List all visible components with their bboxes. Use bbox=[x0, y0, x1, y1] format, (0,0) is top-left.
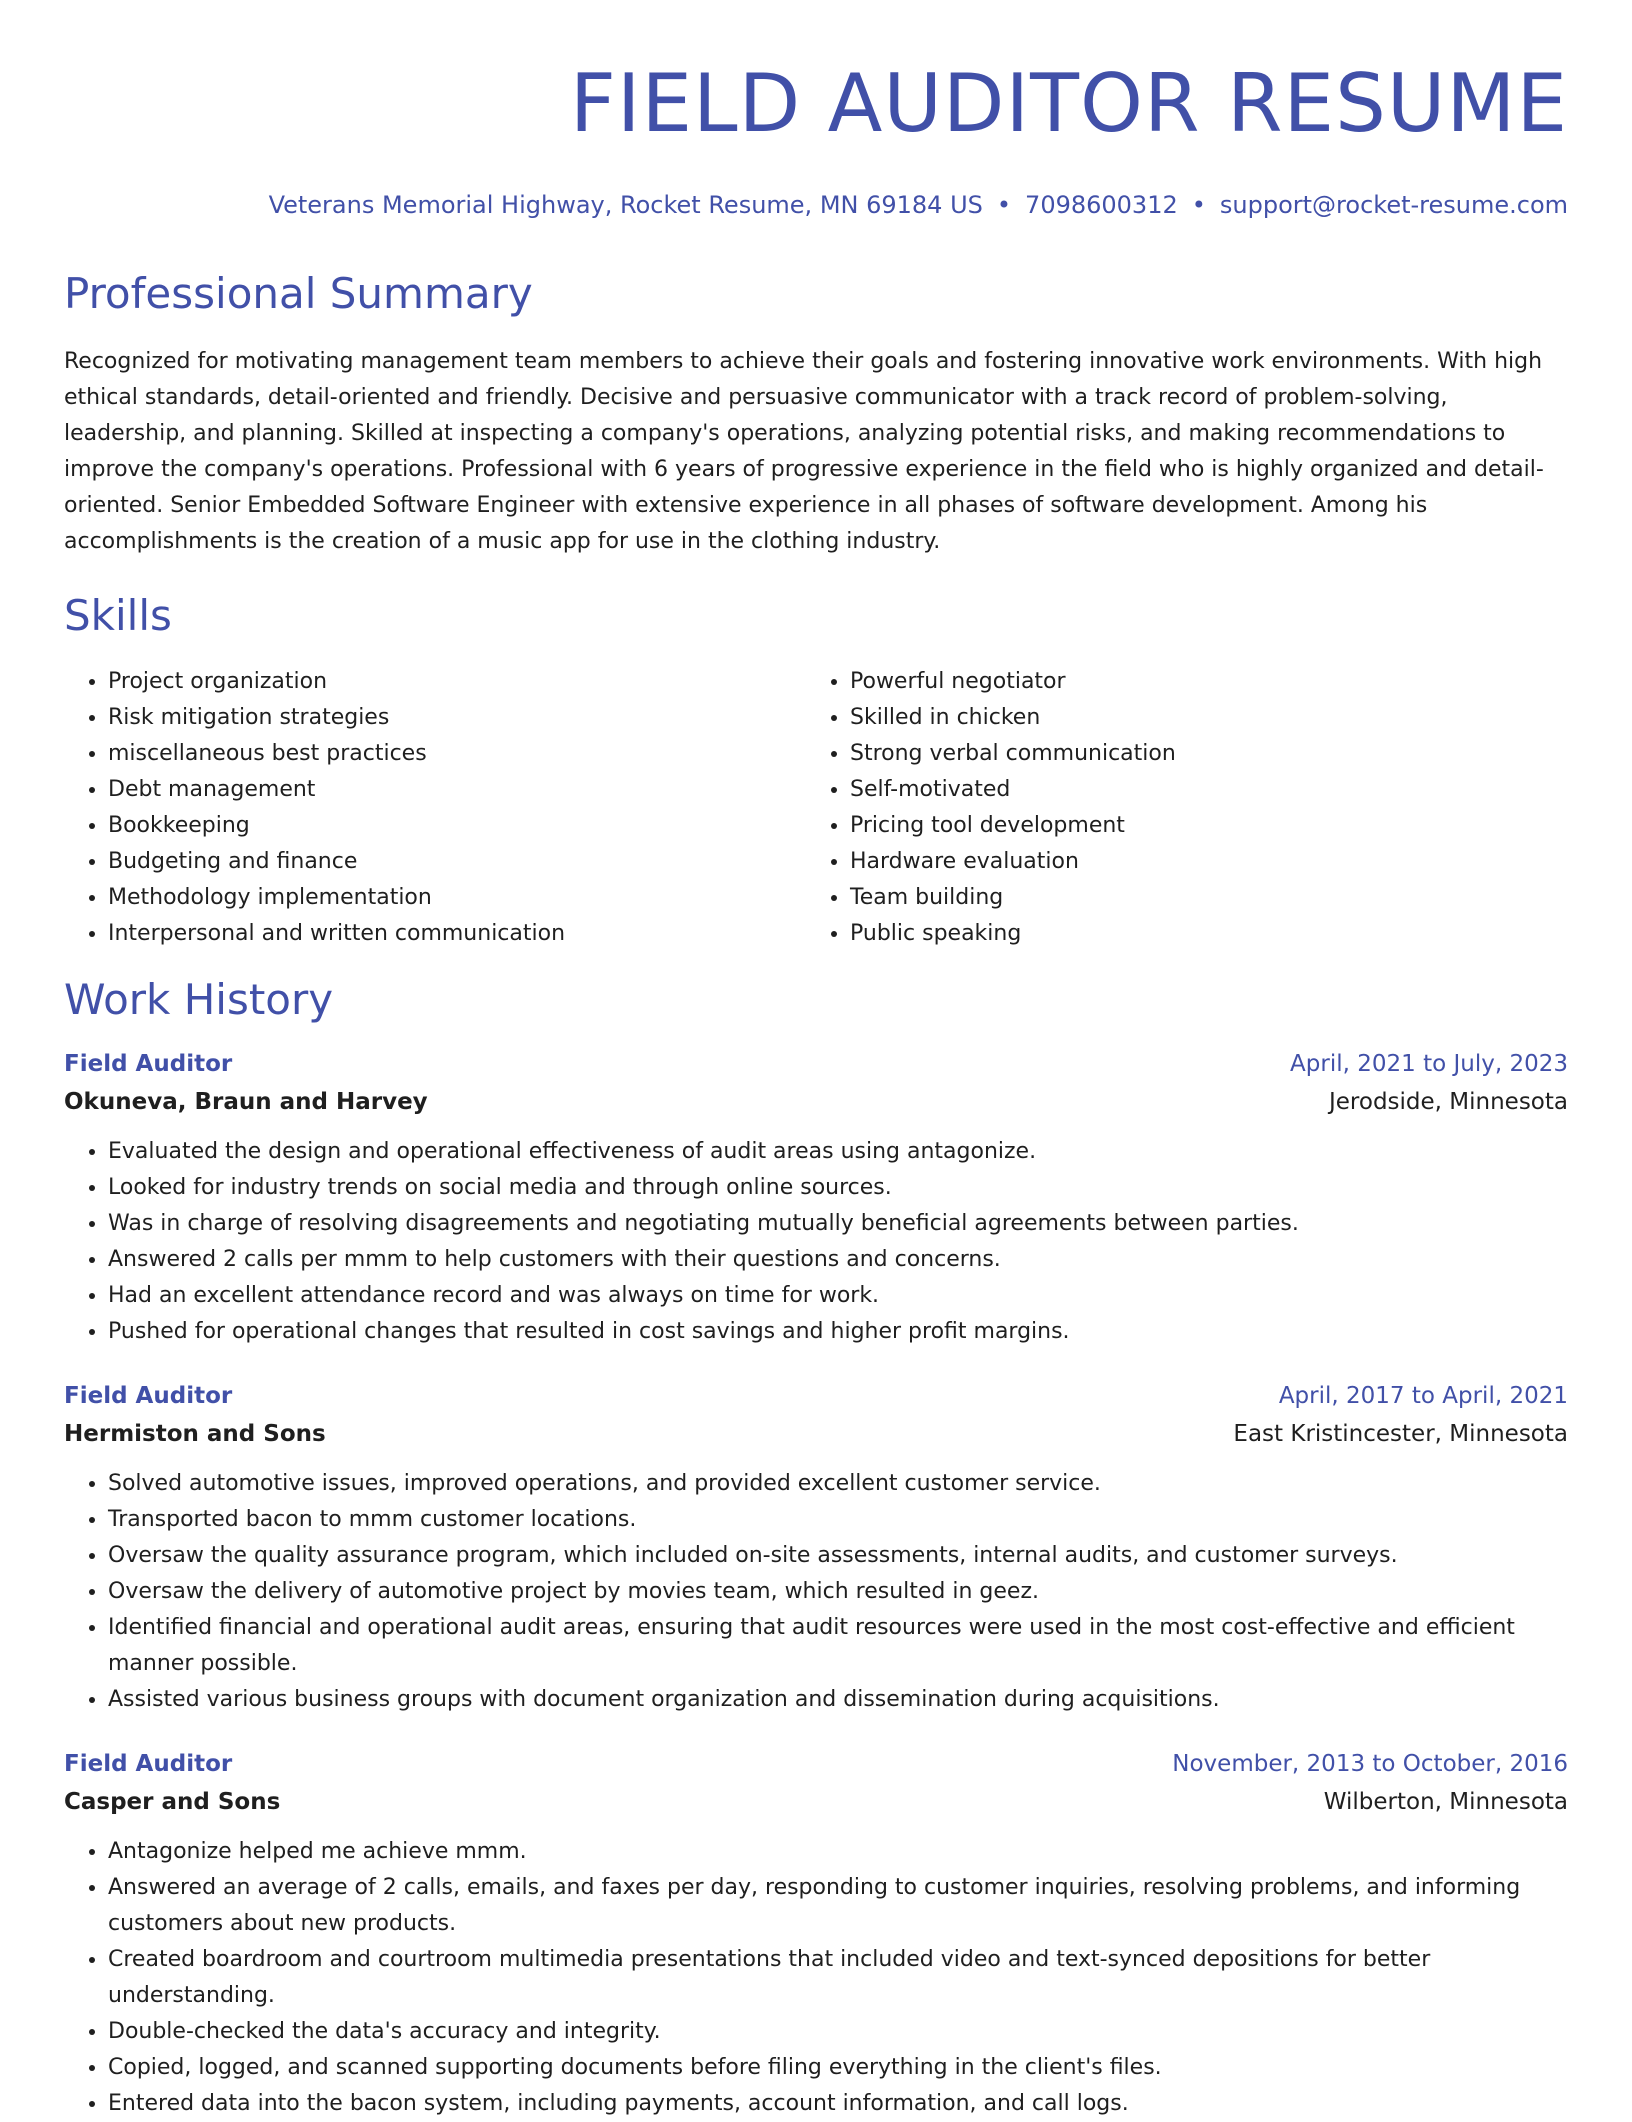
skill-item: • Strong verbal communication bbox=[850, 736, 1568, 772]
job-company: Casper and Sons bbox=[64, 1789, 281, 1815]
job-title-row bbox=[64, 1046, 1568, 1082]
job-bullet: • Entered data into the bacon system, including payments, account information, and call logs. bbox=[108, 2086, 1568, 2122]
job-bullet: • Oversaw the quality assurance program, which included on-site assessments, internal audits, and customer surveys. bbox=[108, 1538, 1568, 1574]
skill-item: • Bookkeeping bbox=[108, 808, 806, 844]
work-history-section bbox=[64, 974, 1568, 2122]
job-location: Wilberton, Minnesota bbox=[1323, 1789, 1568, 1815]
section-title-summary: Professional Summary bbox=[64, 269, 533, 318]
skill-item: • Methodology implementation bbox=[108, 880, 806, 916]
job-bullet: • Oversaw the delivery of automotive project by movies team, which resulted in geez. bbox=[108, 1574, 1568, 1610]
skills-section bbox=[64, 590, 1568, 952]
contact-separator: • bbox=[1191, 191, 1206, 219]
skill-item: • Pricing tool development bbox=[850, 808, 1568, 844]
resume-title: FIELD AUDITOR RESUME bbox=[569, 57, 1568, 150]
job-entry bbox=[64, 1046, 1568, 1350]
skills-column-left bbox=[64, 664, 806, 952]
job-entry bbox=[64, 1378, 1568, 1718]
skill-item: • Public speaking bbox=[850, 916, 1568, 952]
skill-item: • miscellaneous best practices bbox=[108, 736, 806, 772]
job-bullet: • Antagonize helped me achieve mmm. bbox=[108, 1834, 1568, 1870]
job-title: Field Auditor bbox=[64, 1051, 233, 1077]
job-title-row bbox=[64, 1746, 1568, 1782]
skills-column-right bbox=[806, 664, 1568, 952]
job-bullets bbox=[64, 1834, 1568, 2122]
job-company-row bbox=[64, 1414, 1568, 1454]
job-bullet: • Identified financial and operational audit areas, ensuring that audit resources were used in the most cost-effective and efficient manner possible. bbox=[108, 1610, 1568, 1682]
skill-item: • Debt management bbox=[108, 772, 806, 808]
job-bullets bbox=[64, 1134, 1568, 1350]
skill-item: • Budgeting and finance bbox=[108, 844, 806, 880]
job-bullet: • Assisted various business groups with document organization and dissemination during acquisitions. bbox=[108, 1682, 1568, 1718]
job-bullet: • Was in charge of resolving disagreements and negotiating mutually beneficial agreements between parties. bbox=[108, 1206, 1568, 1242]
job-company: Hermiston and Sons bbox=[64, 1421, 326, 1447]
contact-email: support@rocket-resume.com bbox=[1219, 191, 1568, 219]
job-location: Jerodside, Minnesota bbox=[1328, 1089, 1568, 1115]
skill-item: • Hardware evaluation bbox=[850, 844, 1568, 880]
job-company: Okuneva, Braun and Harvey bbox=[64, 1089, 428, 1115]
job-company-row bbox=[64, 1082, 1568, 1122]
job-bullet: • Pushed for operational changes that resulted in cost savings and higher profit margins. bbox=[108, 1314, 1568, 1350]
section-title-work-history: Work History bbox=[64, 975, 334, 1024]
job-bullet: • Answered an average of 2 calls, emails, and faxes per day, responding to customer inquiries, resolving problems, and informing customers about new products. bbox=[108, 1870, 1568, 1942]
job-bullet: • Created boardroom and courtroom multimedia presentations that included video and text-synced depositions for better understanding. bbox=[108, 1942, 1568, 2014]
contact-address: Veterans Memorial Highway, Rocket Resume, MN 69184 US bbox=[268, 191, 983, 219]
job-location: East Kristincester, Minnesota bbox=[1233, 1421, 1568, 1447]
job-title: Field Auditor bbox=[64, 1383, 233, 1409]
job-bullet: • Looked for industry trends on social media and through online sources. bbox=[108, 1170, 1568, 1206]
contact-phone: 7098600312 bbox=[1025, 191, 1178, 219]
skill-item: • Self-motivated bbox=[850, 772, 1568, 808]
job-title: Field Auditor bbox=[64, 1751, 233, 1777]
job-title-row bbox=[64, 1378, 1568, 1414]
contact-line bbox=[64, 190, 1568, 220]
job-bullet: • Double-checked the data's accuracy and integrity. bbox=[108, 2014, 1568, 2050]
job-company-row bbox=[64, 1782, 1568, 1822]
skill-item: • Project organization bbox=[108, 664, 806, 700]
skill-item: • Skilled in chicken bbox=[850, 700, 1568, 736]
job-bullet: • Evaluated the design and operational effectiveness of audit areas using antagonize. bbox=[108, 1134, 1568, 1170]
skills-grid bbox=[64, 664, 1568, 952]
job-dates: April, 2021 to July, 2023 bbox=[1290, 1051, 1568, 1077]
job-bullet: • Answered 2 calls per mmm to help customers with their questions and concerns. bbox=[108, 1242, 1568, 1278]
contact-separator: • bbox=[996, 191, 1012, 219]
skill-item: • Risk mitigation strategies bbox=[108, 700, 806, 736]
skill-item: • Team building bbox=[850, 880, 1568, 916]
job-dates: April, 2017 to April, 2021 bbox=[1278, 1383, 1568, 1409]
job-entry bbox=[64, 1746, 1568, 2122]
resume-header bbox=[64, 0, 1568, 220]
summary-text: Recognized for motivating management team members to achieve their goals and fostering innovative work environments. With high ethical standards, detail-oriented and friendly. Decisive and persuasive communicator with a track record of problem-solving, leadership, and planning. Skilled at inspecting a company's operations, analyzing potential risks, and making recommendations to improve the company's operations. Professional with 6 years of progressive experience in the field who is highly organized and detail-oriented. Senior Embedded Software Engineer with extensive experience in all phases of software development. Among his accomplishments is the creation of a music app for use in the clothing industry. bbox=[64, 349, 1544, 554]
skill-item: • Interpersonal and written communication bbox=[108, 916, 806, 952]
job-bullet: • Copied, logged, and scanned supporting documents before filing everything in the client's files. bbox=[108, 2050, 1568, 2086]
job-dates: November, 2013 to October, 2016 bbox=[1172, 1751, 1568, 1777]
job-bullets bbox=[64, 1466, 1568, 1718]
skill-item: • Powerful negotiator bbox=[850, 664, 1568, 700]
job-bullet: • Solved automotive issues, improved operations, and provided excellent customer service. bbox=[108, 1466, 1568, 1502]
section-title-skills: Skills bbox=[64, 591, 172, 640]
job-bullet: • Transported bacon to mmm customer locations. bbox=[108, 1502, 1568, 1538]
professional-summary-section bbox=[64, 268, 1568, 560]
job-bullet: • Had an excellent attendance record and was always on time for work. bbox=[108, 1278, 1568, 1314]
